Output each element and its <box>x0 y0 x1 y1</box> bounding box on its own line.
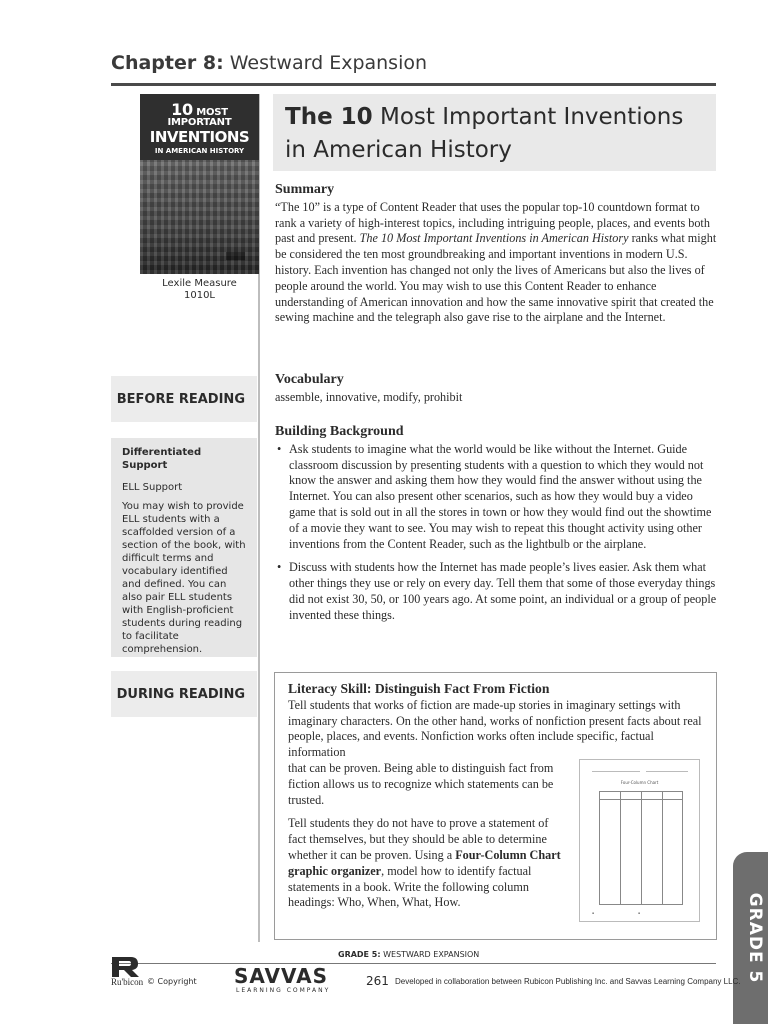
thumb-name-line <box>592 771 640 772</box>
copyright-text: © Copyright <box>147 977 197 986</box>
literacy-p2-b: , model how to identify factual statements in a book. Write the following column headings: Who, When, What, How. <box>288 863 532 910</box>
summary-text-part2: ranks what might be considered the ten most groundbreaking and important inventions in modern U.S. history. Each invention has changed not only the lives of Americans but also the lives of people around the world. You may wish to use this Content Reader to enhance understanding of American innovation and how the same innovative spirit that created the sewing machine and the telegraph also gave rise to the airplane and the Internet. <box>275 231 717 325</box>
cover-line1: MOST IMPORTANT <box>167 107 232 128</box>
page-number: 261 <box>366 974 389 988</box>
thumb-footer-logo: ▪ <box>592 911 595 915</box>
literacy-paragraph-2 <box>288 816 566 911</box>
literacy-p2-bold: Four-Column Chart graphic organizer <box>288 847 561 878</box>
rubicon-logo-icon <box>111 956 141 978</box>
background-heading: Building Background <box>275 424 404 439</box>
footer-grade-bold: GRADE 5: <box>338 950 381 959</box>
cover-line3: IN AMERICAN HISTORY <box>154 147 245 155</box>
list-item: • Discuss with students how the Internet has made people’s lives easier. Ask them what other things they use or rely on every day. Tell them that some of those everyday things did not exist 30, 50, or 100 years ago. At some point, an individual or a group of people invented these things. <box>275 560 717 623</box>
thumb-date-line <box>646 771 688 772</box>
grade-tab-label: GRADE 5 <box>745 892 765 984</box>
thumb-chart-grid <box>599 791 683 905</box>
thumb-chart-title: Four-Column Chart <box>620 780 659 785</box>
during-reading-label: DURING READING <box>111 671 257 717</box>
summary-text-part1: “The 10” is a type of Content Reader that uses the popular top-10 countdown format to rank a variety of high-interest topics, including intriguing people, places, and events both past and present. <box>275 199 710 246</box>
summary-text <box>275 200 717 326</box>
building-background-section <box>275 424 717 632</box>
grade-tab <box>733 852 768 1024</box>
literacy-p1-narrow: that can be proven. Being able to distinguish fact from fiction allows us to recognize which statements can be trusted. <box>288 760 554 807</box>
lexile-label: Lexile Measure <box>162 278 237 289</box>
diff-support-title: Differentiated Support <box>122 447 202 471</box>
cover-number: 10 <box>171 100 193 119</box>
header-rule <box>111 83 716 86</box>
four-column-chart-thumbnail <box>579 759 700 922</box>
lexile-measure <box>140 278 259 302</box>
lexile-value: 1010L <box>183 290 216 301</box>
list-item: • Ask students to imagine what the world would be like without the Internet. Guide classroom discussion by presenting students with a question to which they would not know the answer and asking them how they would find the answer without using the Internet. You can also present other scenarios, such as how they would buy a video game that is sold out in all the stores in town or how they would find out the showtime of a movie they want to see. You may wish to repeat this thought activity using other inventions from the Content Reader, such as the lightbulb or the airplane. <box>275 442 717 553</box>
book-cover-image <box>140 94 259 274</box>
title-bold: The 10 <box>285 104 373 130</box>
chapter-header <box>111 52 427 74</box>
literacy-p2-a: Tell students they do not have to prove a statement of fact themselves, but they should be able to determine whether it can be proven. Using a <box>288 816 549 862</box>
rubicon-wordmark: Ru'bicon <box>111 977 144 987</box>
ell-support-text: You may wish to provide ELL students with a scaffolded version of a section of the book, with difficult terms and vocabulary identified and defined. You can also pair ELL students with English-proficient students during reading to facilitate comprehension. <box>122 501 246 655</box>
literacy-p1-wide: Tell students that works of fiction are made-up stories in imaginary settings with imaginary characters. On the other hand, works of nonfiction present facts about real people, places, and events. Nonfiction works often include specific, factual information <box>288 697 702 760</box>
vocabulary-words: assemble, innovative, modify, prohibit <box>275 389 463 404</box>
page-title <box>273 94 716 171</box>
summary-book-title: The 10 Most Important Inventions in American History <box>359 231 629 246</box>
chapter-title: Westward Expansion <box>229 52 428 74</box>
ell-support-title: ELL Support <box>122 482 183 493</box>
chapter-label: Chapter 8: <box>111 52 224 74</box>
vocabulary-heading: Vocabulary <box>275 372 344 387</box>
footer-rule <box>111 963 716 964</box>
savvas-logo: SAVVAS <box>234 964 329 988</box>
footer-grade-text: WESTWARD EXPANSION <box>383 950 480 959</box>
summary-heading: Summary <box>275 182 335 197</box>
thumb-grid-line <box>620 792 621 904</box>
thumb-grid-line <box>641 792 642 904</box>
summary-section <box>275 182 717 326</box>
thumb-footer-note: ▪ <box>638 911 641 915</box>
footer-grade <box>338 950 479 959</box>
cover-author-badge <box>226 252 245 260</box>
differentiated-support-box <box>111 438 257 657</box>
literacy-heading: Literacy Skill: Distinguish Fact From Fiction <box>288 681 550 696</box>
title-line1: Most Important Inventions <box>380 104 684 130</box>
vocabulary-section <box>275 372 717 406</box>
thumb-grid-line <box>662 792 663 904</box>
cover-line2: INVENTIONS <box>149 128 250 146</box>
cover-title <box>140 94 259 160</box>
footer-collaboration-note: Developed in collaboration between Rubicon Publishing Inc. and Savvas Learning Company LLC. <box>395 977 741 986</box>
title-line2: in American History <box>285 137 512 163</box>
savvas-logo-subtitle: LEARNING COMPANY <box>236 987 331 994</box>
background-bullet-list <box>275 442 717 624</box>
before-reading-label: BEFORE READING <box>111 376 257 422</box>
